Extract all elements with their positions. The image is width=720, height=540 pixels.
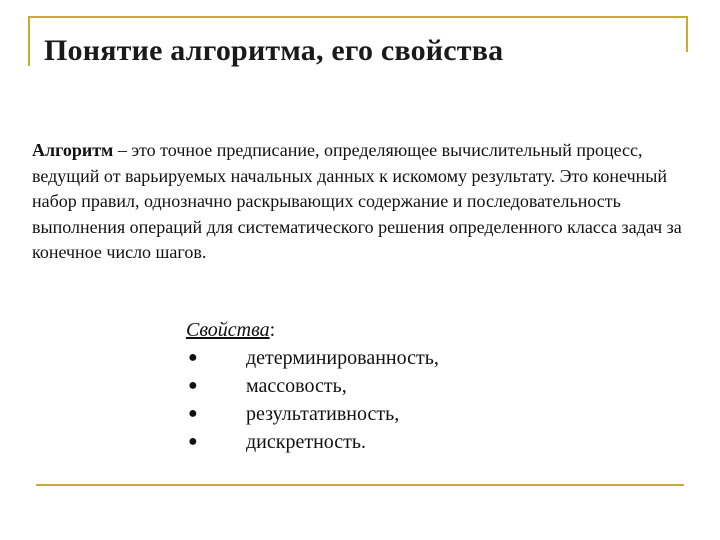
- bullet-icon: ●: [188, 405, 198, 422]
- definition-term: Алгоритм: [32, 140, 114, 160]
- definition-text: – это точное предписание, определяющее вычислительный процесс, ведущий от варьируемых начальных данных к искомому результату. Это конечный набор правил, однозначно раскрывающих содержание и последовательность выполнения операций для систематического решения определенного класса задач за конечное число шагов.: [32, 140, 682, 262]
- frame-right-line: [686, 16, 688, 52]
- bullet-icon: ●: [188, 433, 198, 450]
- properties-block: [186, 316, 439, 456]
- definition-paragraph: [32, 138, 700, 266]
- property-item: [186, 372, 439, 400]
- frame-left-line: [28, 16, 30, 66]
- slide-title: Понятие алгоритма, его свойства: [44, 34, 504, 67]
- frame-top-line: [28, 16, 688, 18]
- property-label: результативность,: [246, 403, 400, 425]
- properties-heading: Свойства: [186, 319, 270, 341]
- property-label: детерминированность,: [246, 347, 439, 369]
- property-item: [186, 344, 439, 372]
- properties-colon: :: [269, 319, 276, 341]
- property-item: [186, 428, 439, 456]
- frame-bottom-line: [36, 484, 684, 486]
- property-label: дискретность.: [246, 431, 367, 453]
- property-label: массовость,: [246, 375, 347, 397]
- properties-heading-line: [186, 316, 439, 344]
- bullet-icon: ●: [188, 349, 198, 366]
- bullet-icon: ●: [188, 377, 198, 394]
- property-item: [186, 400, 439, 428]
